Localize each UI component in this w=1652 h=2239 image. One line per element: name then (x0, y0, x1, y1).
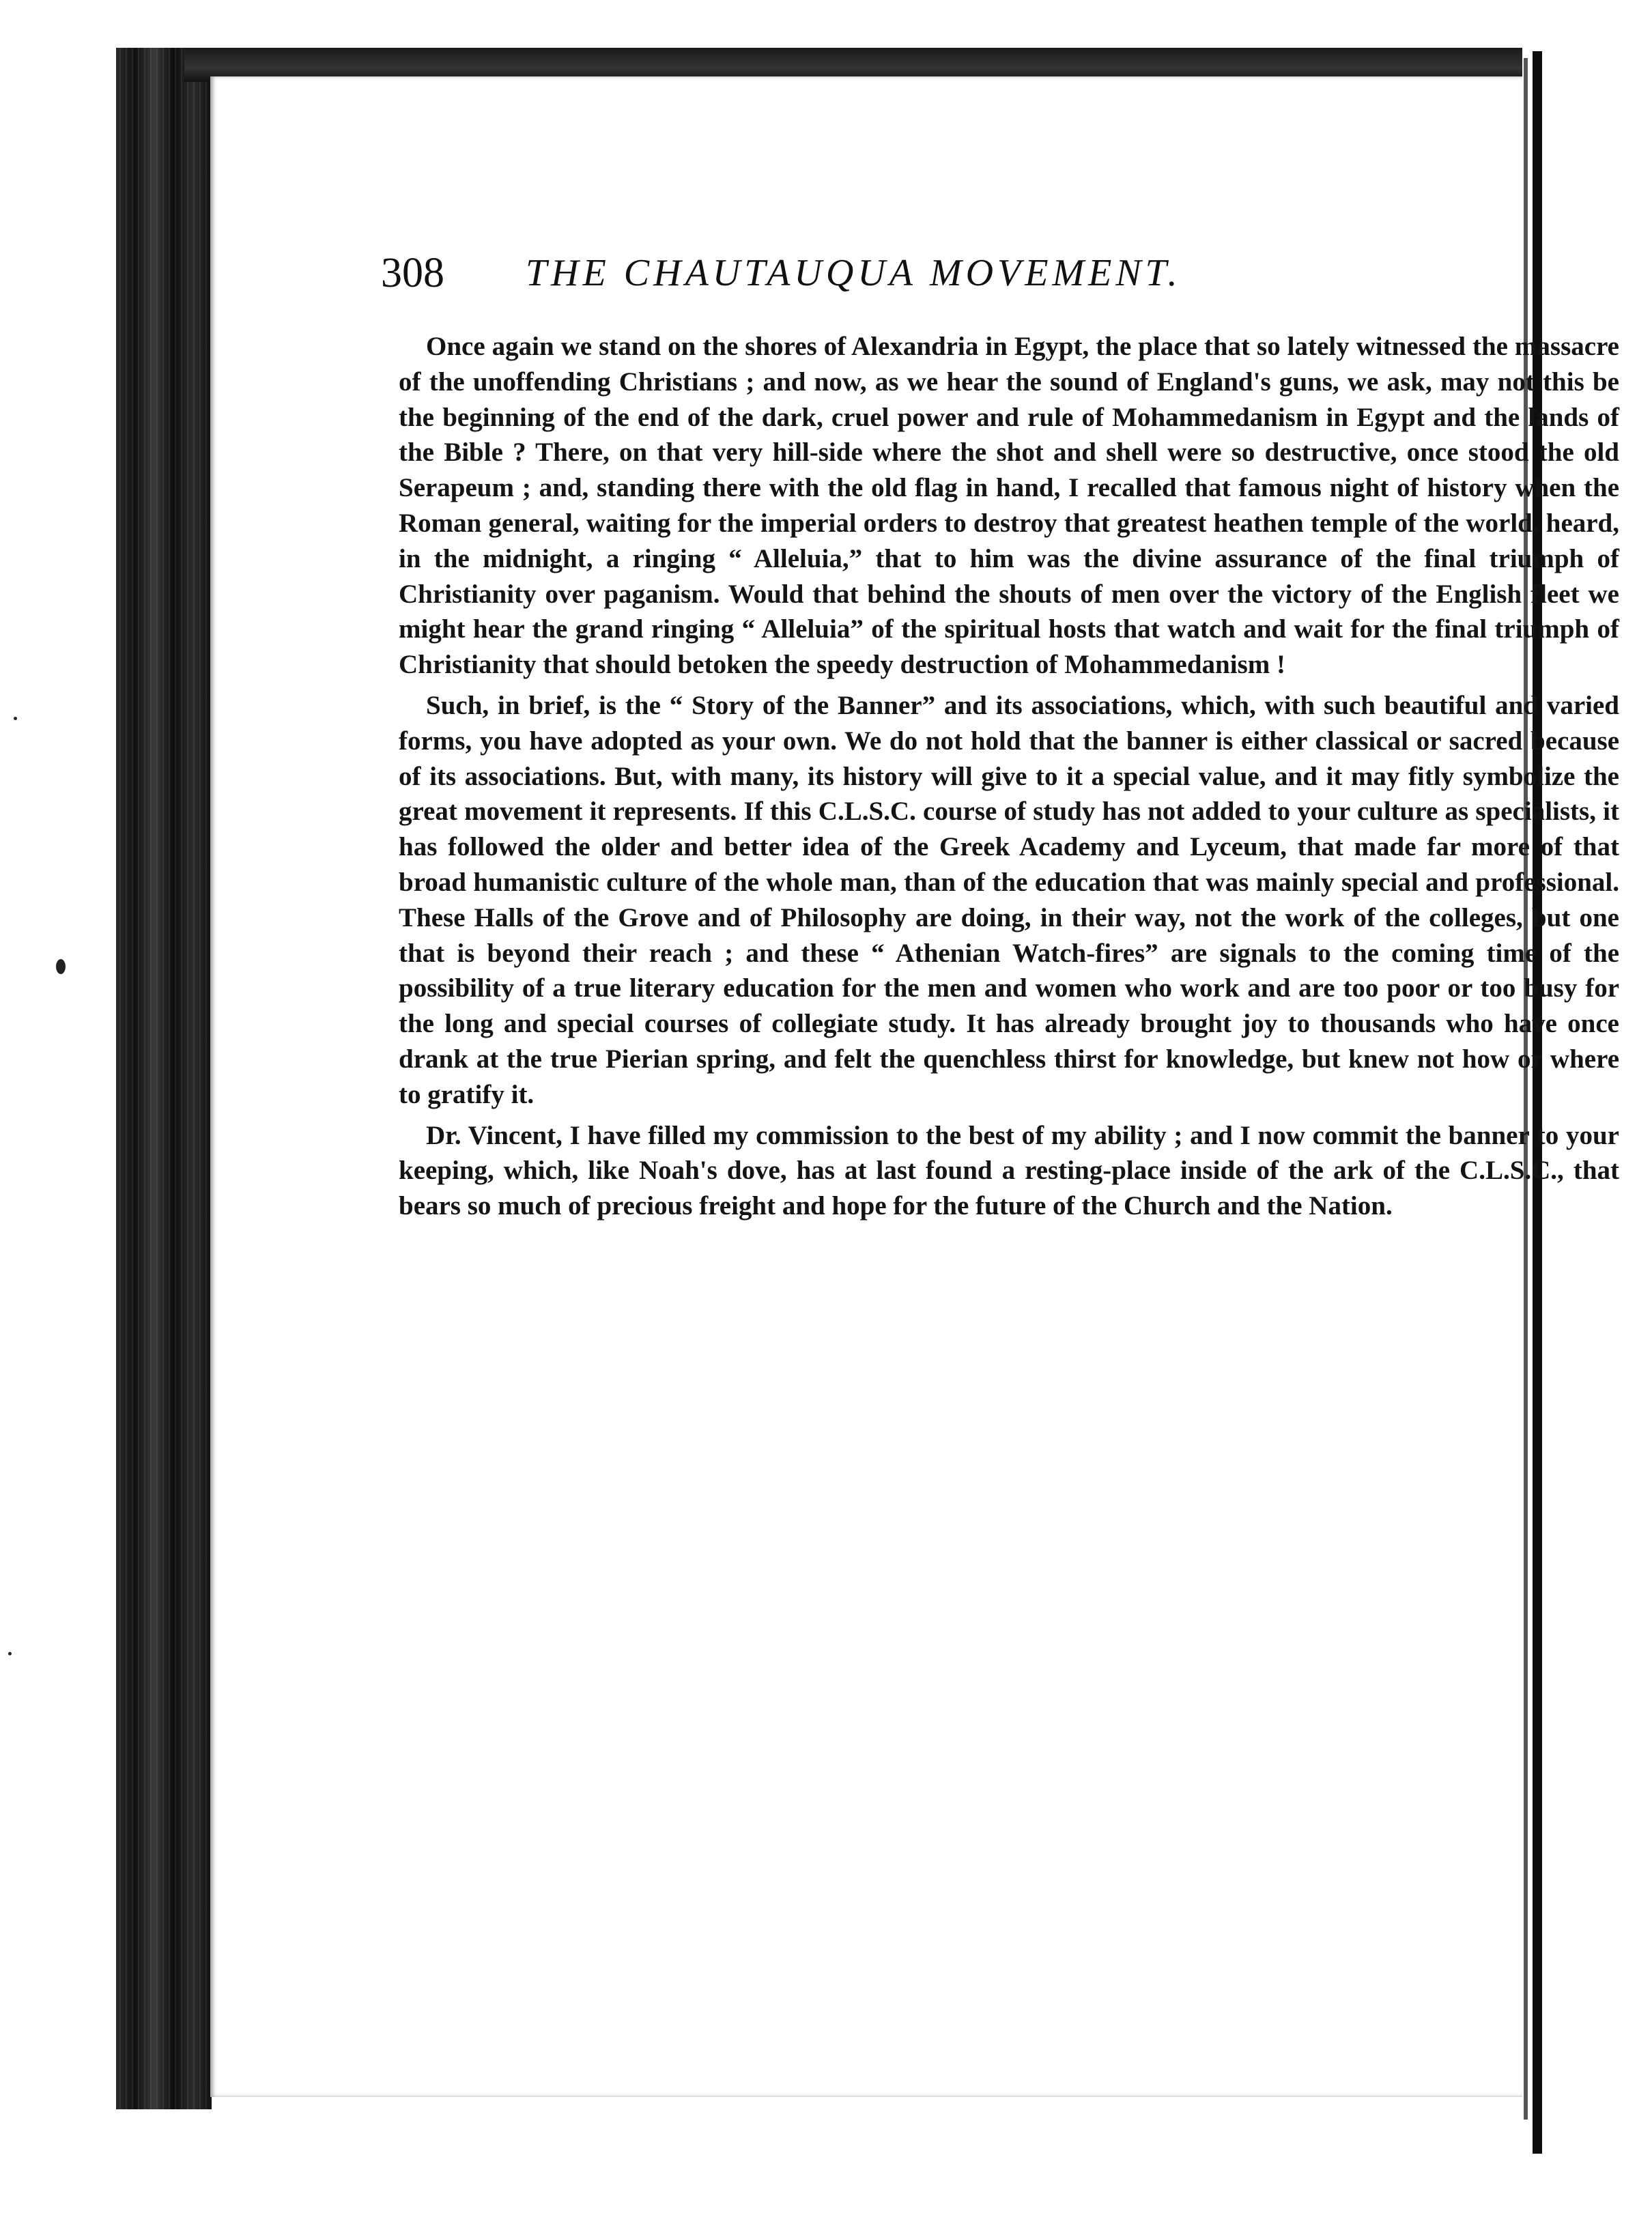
page-number: 308 (381, 250, 444, 296)
paragraph-story-of-banner: Such, in brief, is the “ Story of the Banner” and its associations, which, with such beautiful and varied forms, you have adopted as your own. We do not hold that the banner is either classical or sacred because of its associations. But, with many, its history will give to it a special value, and it may fitly symbolize the great movement it represents. If this C.L.S.C. course of study has not added to your culture as specialists, it has followed the older and better idea of the Greek Academy and Lyceum, that made far more of that broad humanistic culture of the whole man, than of the education that was mainly special and professional. These Halls of the Grove and of Philosophy are doing, in their way, not the work of the colleges, but one that is beyond their reach ; and these “ Athenian Watch-fires” are signals to the coming time of the possibility of a true literary education for the men and women who work and are too poor or too busy for the long and special courses of collegiate study. It has already brought joy to thousands who have once drank at the true Pierian spring, and felt the quenchless thirst for knowledge, but knew not how or where to gratify it. (399, 690, 1619, 1109)
body-text (399, 329, 1619, 1571)
scan-speck (8, 1652, 12, 1655)
scan-speck (56, 959, 66, 974)
paragraph-alexandria: Once again we stand on the shores of Alexandria in Egypt, the place that so lately witnessed the massacre of the unoffending Christians ; and now, as we hear the sound of England's guns, we ask, may not this be the beginning of the end of the dark, cruel power and rule of Mohammedanism in Egypt and the lands of the Bible ? There, on that very hill-side where the shot and shell were so destructive, once stood the old Serapeum ; and, standing there with the old flag in hand, I recalled that famous night of history when the Roman general, waiting for the imperial orders to destroy that greatest heathen temple of the world, heard, in the midnight, a ringing “ Alleluia,” that to him was the divine assurance of the final triumph of Christianity over paganism. Would that behind the shouts of men over the victory of the English fleet we might hear the grand ringing “ Alleluia” of the spiritual hosts that watch and wait for the final triumph of Christianity that should betoken the speedy destruction of Mohammedanism ! (399, 332, 1619, 680)
scan-speck (14, 717, 17, 720)
book-page (210, 76, 1619, 2097)
running-head (381, 239, 1446, 307)
paragraph-dr-vincent: Dr. Vincent, I have filled my commission to the best of my ability ; and I now commit the banner to your keeping, which, like Noah's dove, has at last found a resting-place inside of the ark of the C.L.S.C., that bears so much of precious freight and hope for the future of the Church and the Nation. (399, 1120, 1619, 1221)
book-page-edge-lines (119, 48, 208, 2109)
running-title: THE CHAUTAUQUA MOVEMENT. (526, 252, 1182, 294)
